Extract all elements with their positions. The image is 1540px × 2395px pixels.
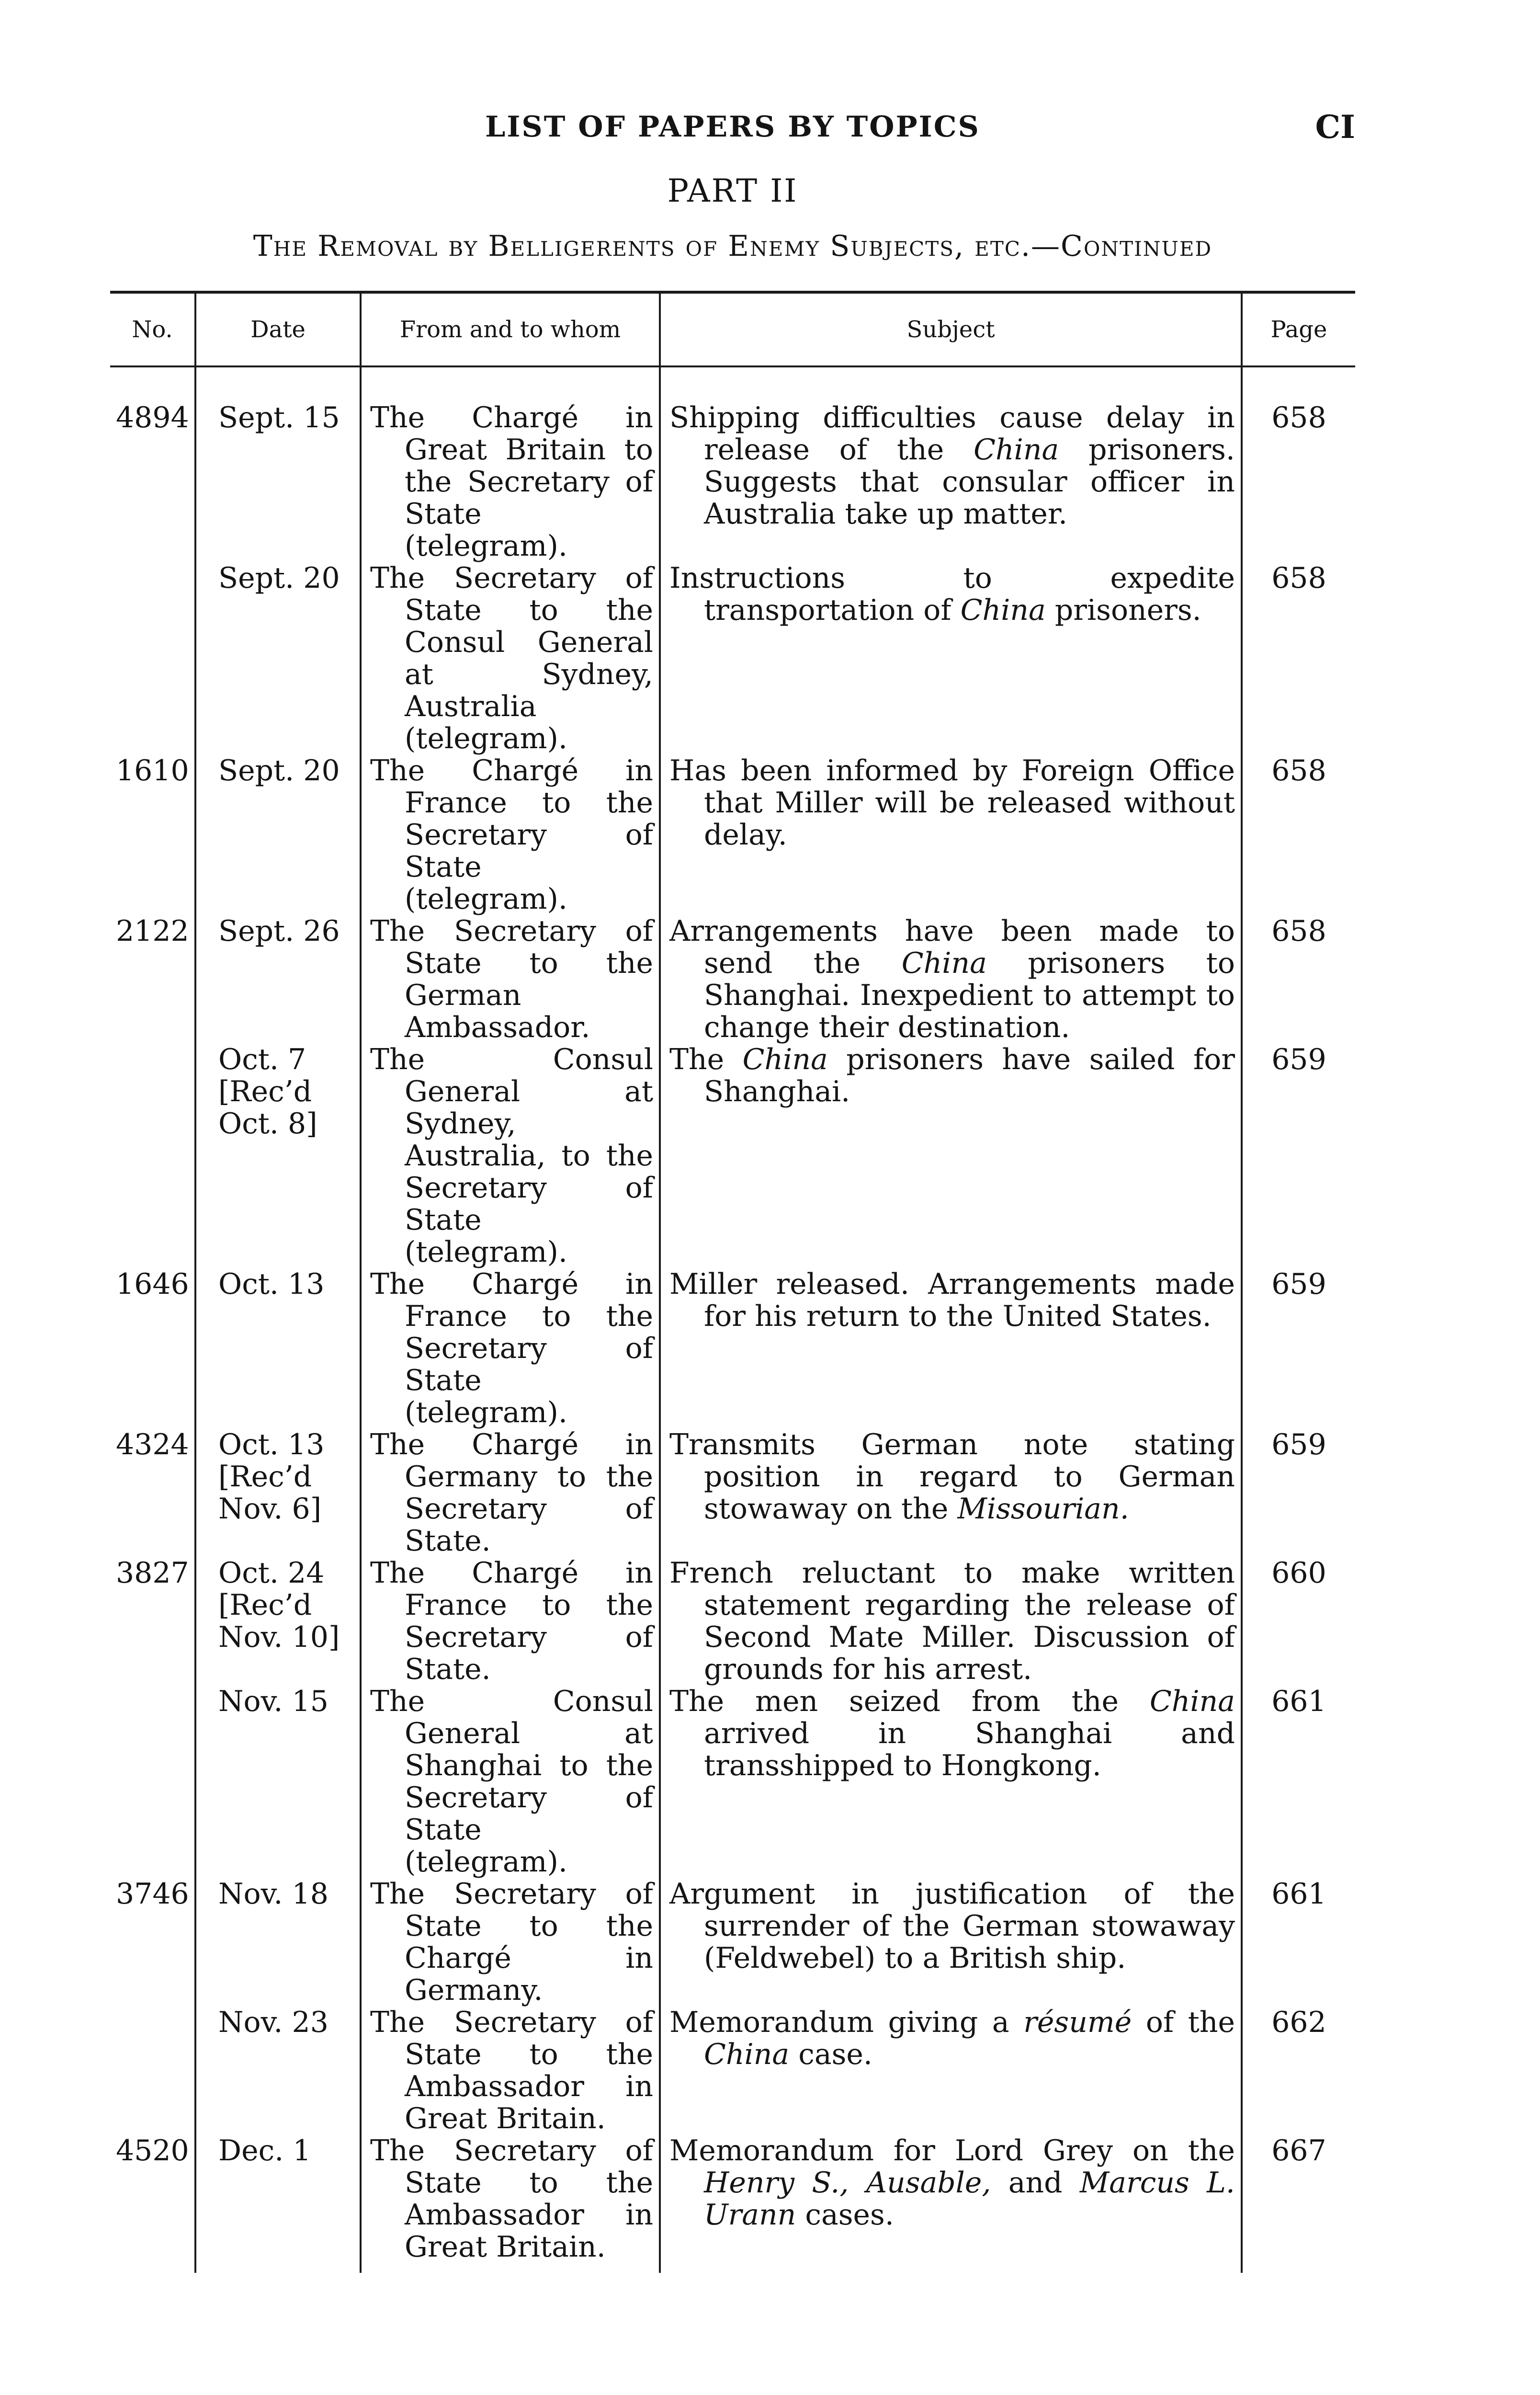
subject-italic-text: Missourian.: [957, 1492, 1129, 1526]
column-header-no: No.: [110, 294, 195, 366]
table-body: [110, 366, 1355, 2273]
subject-text: prisoners.: [1045, 593, 1201, 627]
subject-text: prisoners. Suggests that consular officer in Australia take up matter.: [704, 433, 1235, 531]
subject-cell: [660, 1557, 1242, 1686]
doc-number-cell: 3827: [116, 1556, 189, 1590]
running-title: LIST OF PAPERS BY TOPICS: [485, 110, 980, 144]
table-row: [110, 1878, 1355, 2007]
doc-number-cell: 1646: [116, 1267, 189, 1301]
subject-italic-text: résumé: [1023, 2006, 1132, 2039]
subject-text: Shipping difficulties cause delay in release of the: [669, 401, 1235, 467]
subject-text: prisoners have sailed for Shanghai.: [704, 1043, 1235, 1108]
subject-italic-text: China: [1149, 1685, 1235, 1718]
subject-cell: [660, 366, 1242, 562]
page-ref-cell: 659: [1242, 1429, 1355, 1557]
table-row: [110, 1429, 1355, 1557]
table-row: [110, 562, 1355, 755]
doc-number-cell: [110, 2007, 195, 2135]
doc-number-cell: 4894: [116, 401, 189, 434]
date-cell: Nov. 15: [195, 1686, 361, 1878]
page-ref-cell: 659: [1242, 1268, 1355, 1429]
from-to-cell: The Secretary of State to the Chargé in Germany.: [361, 1878, 660, 2007]
doc-number-cell: [110, 1686, 195, 1878]
running-head: [110, 96, 1355, 153]
date-cell: Nov. 18: [195, 1878, 361, 2007]
from-to-cell: The Chargé in Great Britain to the Secretary of State (telegram).: [361, 366, 660, 562]
subject-text: French reluctant to make written statement regarding the release of Second Mate Miller. Discussion of grounds for his arrest.: [669, 1556, 1235, 1686]
subject-cell: [660, 1686, 1242, 1878]
section-title: The Removal by Belligerents of Enemy Subjects, etc.—Continued: [253, 229, 1212, 263]
from-to-cell: The Chargé in Germany to the Secretary of State.: [361, 1429, 660, 1557]
page-ref-cell: 667: [1242, 2135, 1355, 2273]
page-number: CI: [1315, 108, 1355, 146]
table-row: [110, 2007, 1355, 2135]
papers-table: [110, 294, 1355, 2273]
date-cell: Nov. 23: [195, 2007, 361, 2135]
column-header-subject: Subject: [660, 294, 1242, 366]
subject-text: and: [991, 2166, 1080, 2200]
date-cell: Sept. 20: [195, 562, 361, 755]
date-cell: Oct. 13 [Rec’d Nov. 6]: [195, 1429, 361, 1557]
subject-cell: [660, 1268, 1242, 1429]
page-ref-cell: 658: [1242, 366, 1355, 562]
subject-text: Has been informed by Foreign Office that Miller will be released without delay.: [669, 754, 1235, 852]
subject-text: Miller released. Arrangements made for his return to the United States.: [669, 1267, 1235, 1333]
doc-number-cell: 2122: [116, 914, 189, 948]
subject-cell: [660, 2135, 1242, 2273]
from-to-cell: The Chargé in France to the Secretary of State.: [361, 1557, 660, 1686]
subject-text: Memorandum giving a: [669, 2006, 1024, 2039]
subject-text: case.: [789, 2038, 872, 2071]
subject-cell: [660, 1429, 1242, 1557]
subject-italic-text: China: [960, 593, 1046, 627]
subject-italic-text: China: [974, 433, 1059, 467]
part-title: PART II: [667, 172, 798, 209]
page-ref-cell: 661: [1242, 1878, 1355, 2007]
subject-text: Transmits German note stating position in regard to German stowaway on the: [669, 1428, 1235, 1526]
from-to-cell: The Secretary of State to the Consul General at Sydney, Australia (telegram).: [361, 562, 660, 755]
doc-number-cell: 3746: [116, 1877, 189, 1911]
from-to-cell: The Chargé in France to the Secretary of State (telegram).: [361, 1268, 660, 1429]
subject-italic-text: Marcus L. Urann: [704, 2166, 1235, 2232]
table-row: [110, 1686, 1355, 1878]
subject-cell: [660, 1878, 1242, 2007]
table-row: [110, 1557, 1355, 1686]
subject-italic-text: China: [901, 947, 987, 980]
doc-number-cell: 4324: [116, 1428, 189, 1461]
table-header-row: [110, 294, 1355, 366]
subject-cell: [660, 1044, 1242, 1268]
from-to-cell: The Secretary of State to the German Ambassador.: [361, 915, 660, 1044]
subject-text: cases.: [796, 2198, 894, 2232]
date-cell: Dec. 1: [195, 2135, 361, 2273]
table-row: [110, 1044, 1355, 1268]
page-ref-cell: 662: [1242, 2007, 1355, 2135]
document-page: [110, 96, 1355, 2273]
subject-cell: [660, 755, 1242, 915]
subject-text: of the: [1132, 2006, 1235, 2039]
subject-text: Arrangements have been made to send the: [669, 914, 1235, 980]
page-ref-cell: 658: [1242, 915, 1355, 1044]
table-row: [110, 1268, 1355, 1429]
subject-cell: [660, 562, 1242, 755]
table-row: [110, 915, 1355, 1044]
date-cell: Sept. 20: [195, 755, 361, 915]
subject-text: prisoners to Shanghai. Inexpedient to attempt to change their destination.: [704, 947, 1235, 1044]
from-to-cell: The Secretary of State to the Ambassador in Great Britain.: [361, 2135, 660, 2273]
table-row: [110, 2135, 1355, 2273]
from-to-cell: The Chargé in France to the Secretary of State (telegram).: [361, 755, 660, 915]
date-cell: Sept. 15: [195, 366, 361, 562]
subject-cell: [660, 915, 1242, 1044]
page-ref-cell: 659: [1242, 1044, 1355, 1268]
doc-number-cell: 4520: [116, 2134, 189, 2167]
subject-cell: [660, 2007, 1242, 2135]
subject-italic-text: China: [742, 1043, 828, 1076]
page-ref-cell: 661: [1242, 1686, 1355, 1878]
subject-text: Memorandum for Lord Grey on the: [669, 2134, 1235, 2167]
page-ref-cell: 658: [1242, 562, 1355, 755]
column-header-from: From and to whom: [361, 294, 660, 366]
date-cell: Sept. 26: [195, 915, 361, 1044]
from-to-cell: The Secretary of State to the Ambassador in Great Britain.: [361, 2007, 660, 2135]
subject-text: Argument in justification of the surrender of the German stowaway (Feldwebel) to a British ship.: [669, 1877, 1235, 1975]
column-header-date: Date: [195, 294, 361, 366]
page-ref-cell: 658: [1242, 755, 1355, 915]
doc-number-cell: [110, 1044, 195, 1268]
date-cell: Oct. 24 [Rec’d Nov. 10]: [195, 1557, 361, 1686]
subject-text: The: [669, 1043, 743, 1076]
date-cell: Oct. 7 [Rec’d Oct. 8]: [195, 1044, 361, 1268]
from-to-cell: The Consul General at Sydney, Australia, to the Secretary of State (telegram).: [361, 1044, 660, 1268]
date-cell: Oct. 13: [195, 1268, 361, 1429]
table-row: [110, 755, 1355, 915]
table-row: [110, 366, 1355, 562]
subject-text: Instructions to expedite transportation of: [669, 561, 1235, 627]
subject-italic-text: China: [704, 2038, 790, 2071]
doc-number-cell: [110, 562, 195, 755]
page-ref-cell: 660: [1242, 1557, 1355, 1686]
doc-number-cell: 1610: [116, 754, 189, 787]
subject-italic-text: Henry S., Ausable,: [704, 2166, 991, 2200]
column-header-page: Page: [1242, 294, 1355, 366]
subject-text: arrived in Shanghai and transshipped to Hongkong.: [704, 1717, 1235, 1782]
subject-text: The men seized from the: [669, 1685, 1150, 1718]
from-to-cell: The Consul General at Shanghai to the Secretary of State (telegram).: [361, 1686, 660, 1878]
